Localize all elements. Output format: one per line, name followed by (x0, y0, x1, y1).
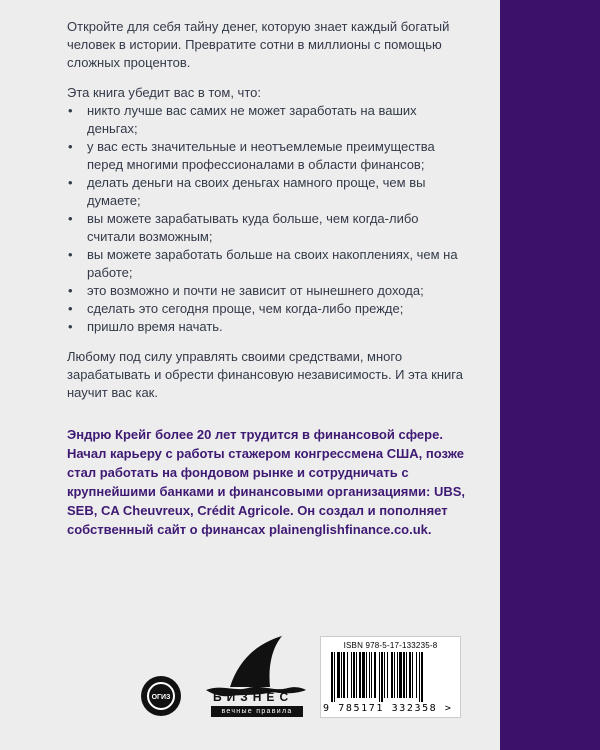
barcode-bar (351, 652, 352, 698)
barcode-bar (399, 652, 402, 698)
barcode-bar (356, 652, 357, 698)
barcode-bar (394, 652, 395, 698)
intro-paragraph: Откройте для себя тайну денег, которую знает каждый богатый человек в истории. Превратите сотни в миллионы с помощью сложных процентов. (67, 19, 450, 70)
list-item: • вы можете зарабатывать куда больше, чем когда-либо считали возможным; (67, 210, 465, 246)
barcode-bar (397, 652, 398, 698)
isbn-label: ISBN 978-5-17-133235-8 (343, 641, 438, 650)
barcode-bar (353, 652, 355, 698)
benefits-list (67, 102, 465, 336)
cover-text (67, 18, 465, 539)
author-bio: Эндрю Крейг более 20 лет трудится в финансовой сфере. Начал карьеру с работы стажером конгрессмена США, позже стал работать на фондовом рынке и сотрудничать с крупнейшими банками и финансовыми организациями: UBS, SEB, CA Cheuvreux, Crédit Agricole. Он создал и пополняет собственный сайт о финансах plainenglishfinance.co.uk. (67, 427, 466, 537)
barcode-bar (366, 652, 367, 698)
publisher-logo-label: ОГИЗ (151, 694, 171, 701)
purple-spine-band (500, 0, 600, 750)
barcode-bar (343, 652, 345, 698)
barcode-bar (362, 652, 365, 698)
list-item: • сделать это сегодня проще, чем когда-либо прежде; (67, 300, 465, 318)
barcode-bar (387, 652, 388, 698)
publisher-logo-icon (140, 675, 182, 717)
barcode-bar (391, 652, 393, 698)
barcode-bar (421, 652, 423, 702)
barcode-bar (381, 652, 383, 702)
barcode-bar (406, 652, 407, 698)
barcode-bars-icon (331, 652, 453, 702)
barcode-bar (369, 652, 370, 698)
barcode-bar (412, 652, 413, 698)
barcode-bar (371, 652, 372, 698)
list-item: • вы можете заработать больше на своих накоплениях, чем на работе; (67, 246, 465, 282)
lead-in-text: Эта книга убедит вас в том, что: (67, 85, 261, 100)
barcode-digits: 9 785171 332358 > (323, 703, 453, 714)
closing-paragraph: Любому под силу управлять своими средствами, много зарабатывать и обрести финансовую независимость. И эта книга научит вас как. (67, 349, 463, 400)
barcode-bar (337, 652, 340, 698)
barcode-bar (347, 652, 348, 698)
barcode-bar (403, 652, 405, 698)
barcode-bar (359, 652, 361, 698)
barcode-bar (341, 652, 342, 698)
series-logo-tagline: вечные правила (211, 706, 303, 717)
barcode-bar (374, 652, 376, 698)
list-item: • делать деньги на своих деньгах намного проще, чем вы думаете; (67, 174, 465, 210)
list-item: • это возможно и почти не зависит от нынешнего дохода; (67, 282, 465, 300)
barcode-bar (334, 652, 335, 702)
barcode-box (320, 636, 461, 718)
barcode-bar (409, 652, 411, 698)
barcode-bar (419, 652, 420, 702)
barcode-bar (384, 652, 385, 698)
series-logo-word: БИЗНЕС (213, 690, 294, 704)
barcode-bar (416, 652, 417, 698)
barcode-bar (331, 652, 333, 702)
list-item: • никто лучше вас самих не может заработать на ваших деньгах; (67, 102, 465, 138)
barcode-bar (379, 652, 380, 702)
list-item: • пришло время начать. (67, 318, 465, 336)
list-item: • у вас есть значительные и неотъемлемые преимущества перед многими профессионалами в области финансов; (67, 138, 465, 174)
